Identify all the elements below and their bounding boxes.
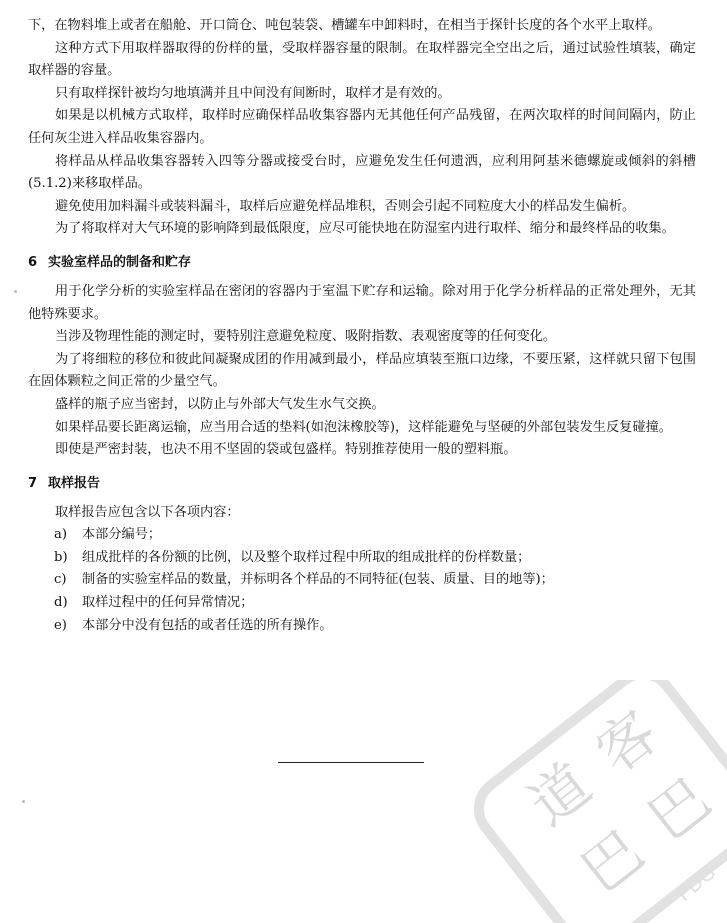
watermark-border [470, 680, 727, 923]
paragraph: 如果是以机械方式取样，取样时应确保样品收集容器内无其他任何产品残留，在两次取样的时间间隔内，防止任何灰尘进入样品收集容器内。 [28, 108, 696, 146]
paragraph: 下，在物料堆上或者在船舱、开口筒仓、吨包装袋、槽罐车中卸料时，在相当于探针长度的各个水平上取样。 [28, 18, 661, 33]
section-7-heading [28, 474, 696, 494]
watermark-label: PDG [671, 859, 721, 906]
list-marker: d) [54, 595, 68, 611]
paragraph: 只有取样探针被均匀地填满并且中间没有间断时，取样才是有效的。 [55, 85, 451, 101]
section-number: 7 [28, 475, 38, 491]
watermark-char: 巴 [568, 816, 657, 907]
paragraph: 当涉及物理性能的测定时，要特别注意避免粒度、吸附指数、表观密度等的任何变化。 [55, 329, 557, 345]
list-marker: c) [54, 572, 67, 588]
list-item [28, 615, 696, 638]
section-6-heading [28, 253, 696, 273]
paragraph: 如果样品要长距离运输，应当用合适的垫料(如泡沫橡胶等)，这样能避免与坚硬的外部包装发生反复碰撞。 [55, 419, 672, 435]
end-rule [278, 762, 424, 763]
document-body [28, 15, 696, 637]
paragraph: 即使是严密封装，也决不用不坚固的袋或包盛样。特别推荐使用一般的塑料瓶。 [55, 442, 517, 458]
list-marker: a) [54, 527, 68, 543]
list-marker: b) [54, 549, 68, 565]
section-title: 实验室样品的制备和贮存 [48, 254, 192, 270]
report-items-list [28, 524, 696, 637]
scan-speck [22, 800, 25, 803]
paragraph: 将样品从样品收集容器转入四等分器或接受台时，应避免发生任何遗洒，应利用阿基米德螺旋或倾斜的斜槽(5.1.2)来移取样品。 [28, 153, 696, 192]
paragraph: 盛样的瓶子应当密封，以防止与外部大气发生水气交换。 [55, 396, 385, 412]
watermark-char: 客 [583, 697, 671, 787]
section-7-body [28, 502, 696, 638]
list-item-text: 取样过程中的任何异常情况； [82, 595, 254, 611]
watermark-char: 巴 [635, 764, 723, 854]
section-title: 取样报告 [48, 475, 101, 491]
top-paragraphs [28, 15, 696, 241]
list-item-text: 制备的实验室样品的数量，并标明各个样品的不同特征(包装、质量、目的地等)； [82, 572, 554, 588]
list-item [28, 547, 696, 570]
paragraph: 用于化学分析的实验室样品在密闭的容器内于室温下贮存和运输。除对用于化学分析样品的正常处理外，无其他特殊要求。 [28, 283, 696, 322]
paragraph: 避免使用加料漏斗或装料漏斗，取样后应避免样品堆积，否则会引起不同粒度大小的样品发生偏析。 [55, 198, 636, 214]
watermark-char: 道 [516, 749, 604, 840]
list-marker: e) [54, 617, 67, 633]
list-item-text: 组成批样的各份额的比例，以及整个取样过程中所取的组成批样的份样数量； [82, 549, 531, 565]
paragraph: 这种方式下用取样器取得的份样的量，受取样器容量的限制。在取样器完全空出之后，通过试验性填装，确定取样器的容量。 [28, 40, 696, 79]
paragraph: 为了将取样对大气环境的影响降到最低限度，应尽可能快地在防湿室内进行取样、缩分和最终样品的收集。 [55, 221, 675, 237]
scan-speck [14, 290, 17, 293]
watermark-seal [470, 680, 727, 923]
list-item-text: 本部分中没有包括的或者任选的所有操作。 [82, 617, 333, 633]
paragraph: 取样报告应包含以下各项内容： [55, 504, 240, 520]
section-6-body [28, 281, 696, 462]
list-item [28, 524, 696, 547]
list-item [28, 592, 696, 615]
section-number: 6 [28, 254, 38, 270]
list-item-text: 本部分编号； [82, 527, 162, 543]
paragraph: 为了将细粒的移位和彼此间凝聚成团的作用减到最小，样品应填装至瓶口边缘，不要压紧，这样就只留下包围在固体颗粒之间正常的少量空气。 [28, 351, 696, 390]
list-item [28, 569, 696, 592]
